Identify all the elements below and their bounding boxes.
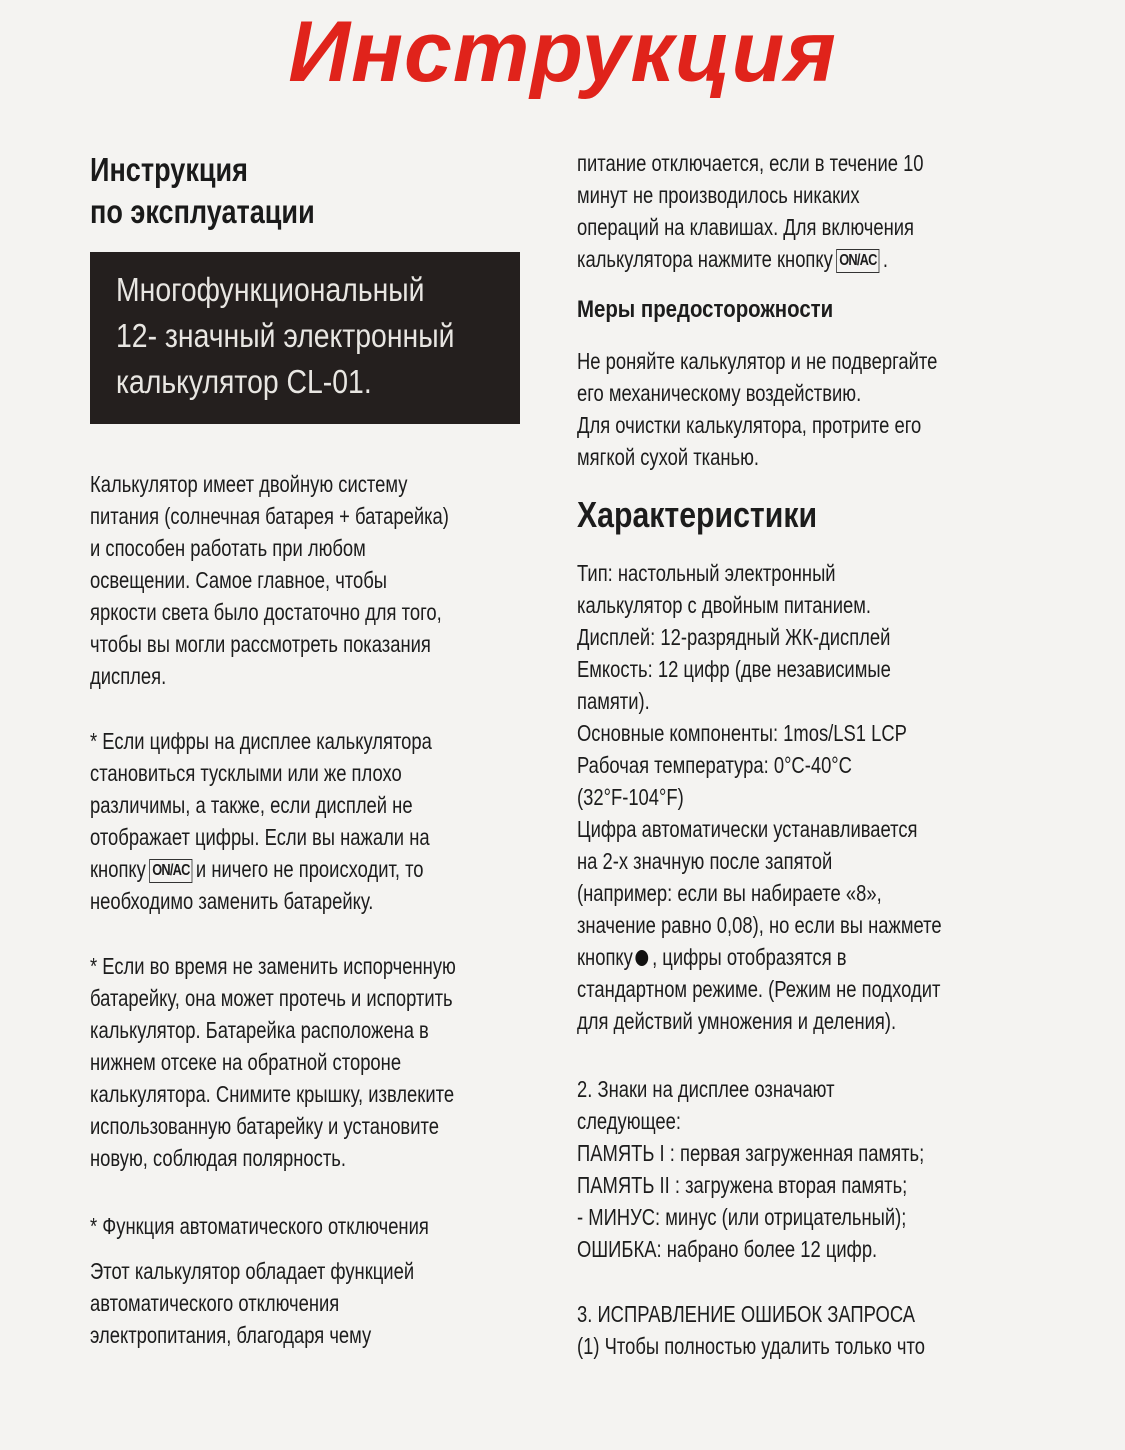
text-line: на 2-х значную после запятой (577, 848, 833, 874)
text-line: Тип: настольный электронный (577, 560, 836, 586)
text-line: ПАМЯТЬ I : первая загруженная память; (577, 1140, 925, 1166)
text-line: электропитания, благодаря чему (90, 1322, 372, 1348)
text-fragment: . (882, 246, 889, 272)
text-line: и способен работать при любом (90, 535, 366, 561)
text-line: * Функция автоматического отключения (90, 1213, 429, 1239)
display-signs-paragraph (577, 1073, 1007, 1265)
text-line: 3. ИСПРАВЛЕНИЕ ОШИБОК ЗАПРОСА (577, 1301, 915, 1327)
text-fragment: и ничего не происходит, то (195, 856, 424, 882)
specs-heading: Характеристики (577, 494, 818, 535)
text-line: значение равно 0,08), но если вы нажмете (577, 912, 942, 938)
text-line: Не роняйте калькулятор и не подвергайте (577, 348, 938, 374)
text-line: 2. Знаки на дисплее означают (577, 1076, 835, 1102)
text-line: стандартном режиме. (Режим не подходит (577, 976, 941, 1002)
manual-heading-line2: по эксплуатации (90, 193, 315, 230)
text-line: дисплея. (90, 663, 167, 689)
text-line: * Если цифры на дисплее калькулятора (90, 728, 432, 754)
text-line: минут не производилось никаких (577, 182, 860, 208)
text-line: автоматического отключения (90, 1290, 340, 1316)
text-line: питание отключается, если в течение 10 (577, 150, 924, 176)
autooff-continued-paragraph (577, 147, 1007, 275)
text-line: (32°F-104°F) (577, 784, 684, 810)
text-line: необходимо заменить батарейку. (90, 888, 374, 914)
text-fragment: кнопку (577, 944, 633, 970)
text-line: нижнем отсеке на обратной стороне (90, 1049, 402, 1075)
text-line: яркости света было достаточно для того, (90, 599, 442, 625)
text-line: для действий умножения и деления). (577, 1008, 897, 1034)
text-line: - МИНУС: минус (или отрицательный); (577, 1204, 907, 1230)
on-ac-key-icon: ON/AC (836, 249, 880, 273)
text-line: (1) Чтобы полностью удалить только что (577, 1333, 925, 1359)
box-line: Многофункциональный (116, 271, 425, 308)
box-line: 12- значный электронный (116, 317, 455, 354)
text-line: его механическому воздействию. (577, 380, 862, 406)
text-line: становиться тусклыми или же плохо (90, 760, 402, 786)
precautions-paragraph (577, 345, 1007, 473)
text-line: ПАМЯТЬ II : загружена вторая память; (577, 1172, 908, 1198)
text-fragment: кнопку (90, 856, 146, 882)
note-display-paragraph (90, 725, 520, 917)
text-line: Цифра автоматически устанавливается (577, 816, 918, 842)
text-line: Этот калькулятор обладает функцией (90, 1258, 415, 1284)
text-line: Рабочая температура: 0°C-40°C (577, 752, 852, 778)
text-line: Для очистки калькулятора, протрите его (577, 412, 922, 438)
specs-paragraph (577, 557, 1007, 1037)
text-fragment: , цифры отобразятся в (652, 944, 847, 970)
text-fragment: калькулятора нажмите кнопку (577, 246, 833, 272)
text-line: освещении. Самое главное, чтобы (90, 567, 388, 593)
text-line: Основные компоненты: 1mos/LS1 LCP (577, 720, 907, 746)
text-line: мягкой сухой тканью. (577, 444, 759, 470)
text-line: калькулятор с двойным питанием. (577, 592, 871, 618)
text-line: Калькулятор имеет двойную систему (90, 471, 408, 497)
text-line: (например: если вы набираете «8», (577, 880, 882, 906)
precautions-heading: Меры предосторожности (577, 296, 834, 323)
text-line: калькулятор. Батарейка расположена в (90, 1017, 429, 1043)
decimal-point-key-icon (635, 950, 648, 966)
note-battery-paragraph (90, 950, 520, 1174)
text-line: различимы, а также, если дисплей не (90, 792, 413, 818)
product-title-box (90, 252, 520, 424)
intro-paragraph (90, 468, 520, 692)
autooff-paragraph (90, 1255, 520, 1351)
box-line: калькулятор CL-01. (116, 363, 372, 400)
text-line: отображает цифры. Если вы нажали на (90, 824, 430, 850)
text-line: использованную батарейку и установите (90, 1113, 439, 1139)
text-line: Дисплей: 12-разрядный ЖК-дисплей (577, 624, 891, 650)
text-line: Емкость: 12 цифр (две независимые (577, 656, 891, 682)
error-correction-paragraph (577, 1298, 1007, 1362)
text-line: памяти). (577, 688, 650, 714)
manual-heading-line1: Инструкция (90, 151, 248, 188)
text-line-with-key (577, 243, 921, 275)
text-line: следующее: (577, 1108, 682, 1134)
note-autooff-heading (90, 1210, 520, 1242)
text-line: новую, соблюдая полярность. (90, 1145, 346, 1171)
text-line: ОШИБКА: набрано более 12 цифр. (577, 1236, 878, 1262)
text-line-with-dot (577, 941, 921, 973)
page-title: Инструкция (288, 4, 837, 100)
text-line: батарейку, она может протечь и испортить (90, 985, 453, 1011)
text-line: калькулятора. Снимите крышку, извлеките (90, 1081, 455, 1107)
text-line: питания (солнечная батарея + батарейка) (90, 503, 449, 529)
text-line: чтобы вы могли рассмотреть показания (90, 631, 431, 657)
text-line: * Если во время не заменить испорченную (90, 953, 456, 979)
text-line-with-key (90, 853, 434, 885)
text-line: операций на клавишах. Для включения (577, 214, 914, 240)
on-ac-key-icon: ON/AC (149, 859, 193, 883)
